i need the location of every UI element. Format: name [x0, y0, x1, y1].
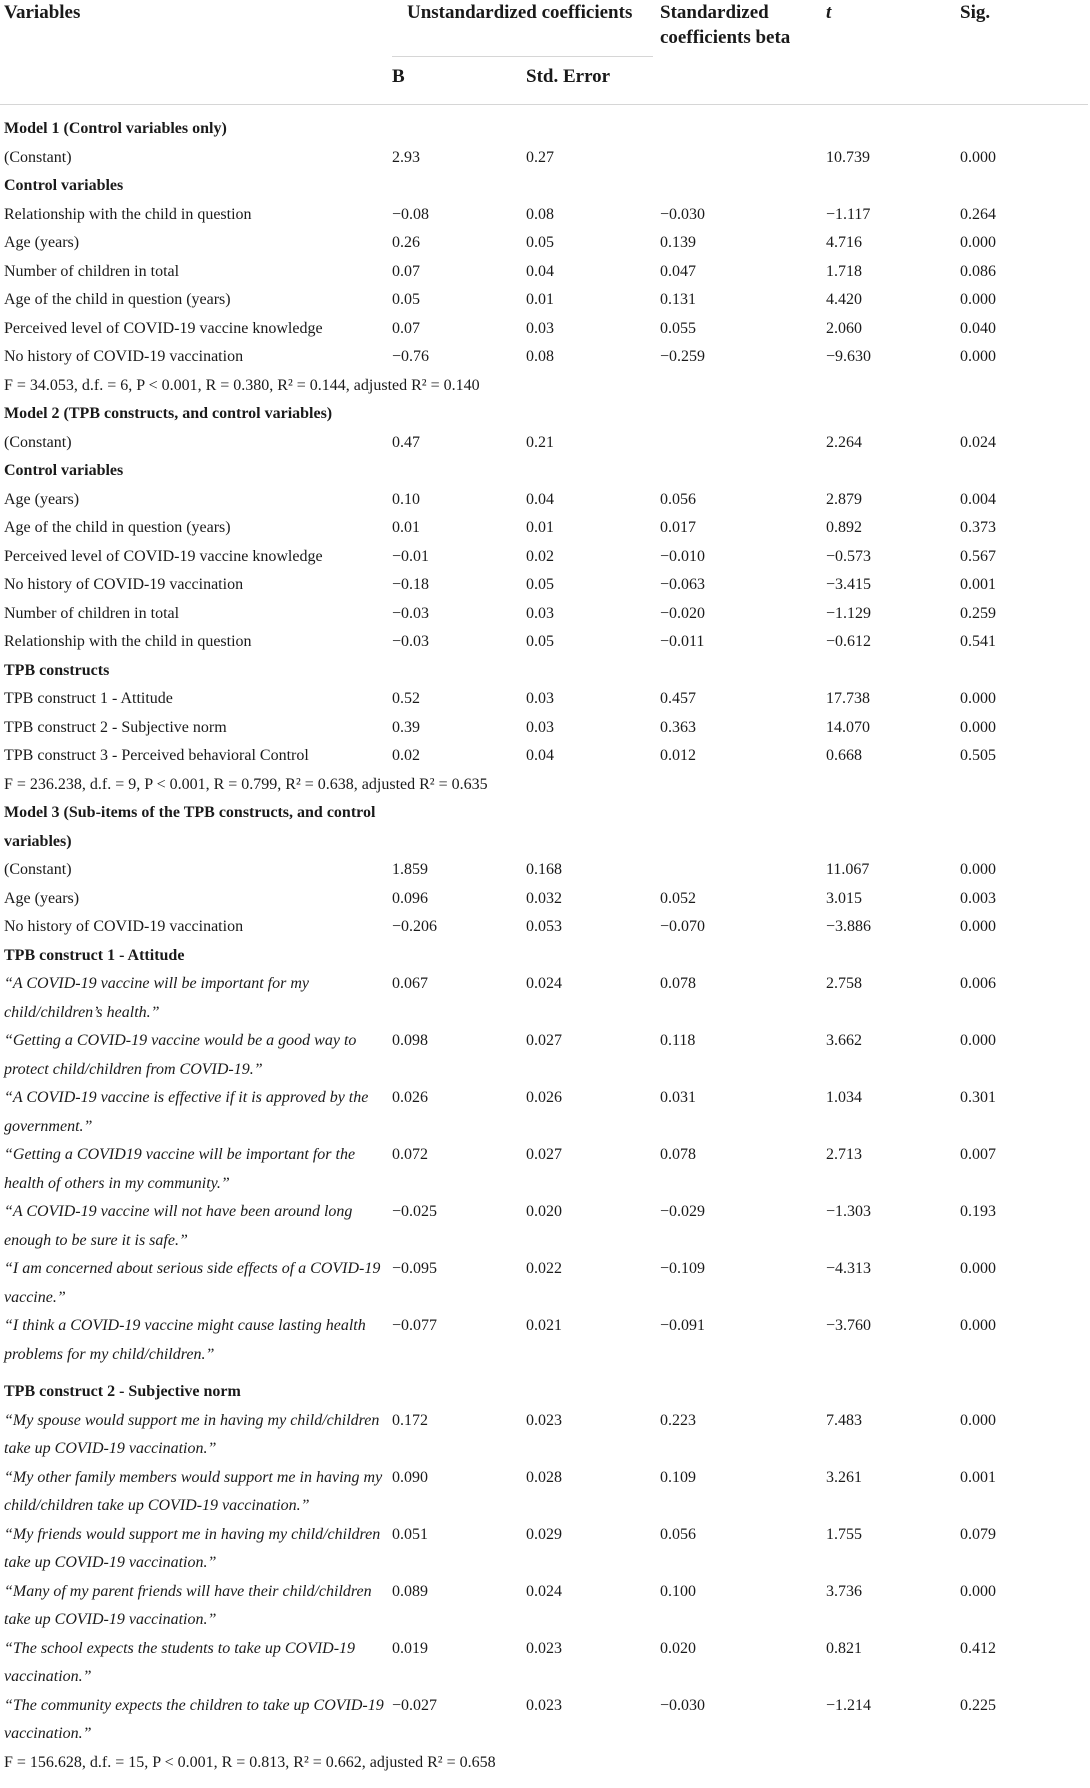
cell-beta: 0.017	[660, 519, 696, 536]
cell-t: 1.755	[826, 1525, 862, 1543]
cell-std-error: 0.026	[526, 1089, 562, 1106]
cell-b: 0.39	[392, 718, 420, 736]
cell-std-error: 0.02	[526, 547, 554, 565]
header-standardized-coefficients-beta: Standardized coefficients beta	[660, 2, 791, 48]
cell-b: −0.095	[392, 1260, 438, 1277]
header-subgroup-rule	[392, 56, 653, 57]
cell-std-error: 0.022	[526, 1260, 562, 1277]
cell-b: 0.089	[392, 1582, 428, 1600]
cell-sig: 0.541	[960, 633, 996, 650]
cell-std-error: 0.023	[526, 1696, 562, 1714]
cell-b: 0.52	[392, 690, 420, 707]
cell-sig: 0.000	[960, 861, 996, 878]
cell-t: 0.892	[826, 519, 862, 536]
cell-t: −3.760	[826, 1317, 872, 1334]
row-label: (Constant)	[4, 148, 72, 166]
cell-t: 4.420	[826, 291, 862, 308]
row-label: TPB construct 2 - Subjective norm	[4, 1383, 241, 1400]
cell-t: 17.738	[826, 690, 870, 707]
cell-sig: 0.003	[960, 889, 996, 907]
cell-b: 0.07	[392, 262, 420, 280]
row-label: “The community expects the children to take up COVID-19 vaccination.”	[4, 1696, 384, 1742]
cell-t: 2.264	[826, 433, 862, 451]
cell-std-error: 0.05	[526, 234, 554, 251]
cell-std-error: 0.027	[526, 1032, 562, 1049]
cell-t: −0.573	[826, 547, 872, 565]
cell-t: 11.067	[826, 861, 870, 878]
cell-t: −3.415	[826, 576, 872, 593]
header-variables: Variables	[4, 2, 81, 23]
row-label: Age (years)	[4, 889, 80, 907]
cell-sig: 0.000	[960, 1260, 996, 1277]
row-label: TPB construct 3 - Perceived behavioral Control	[4, 747, 309, 764]
cell-sig: 0.373	[960, 519, 996, 536]
cell-t: −1.214	[826, 1696, 872, 1714]
cell-beta: 0.109	[660, 1468, 696, 1486]
cell-std-error: 0.01	[526, 519, 554, 536]
cell-t: 4.716	[826, 234, 862, 251]
row-label: Age of the child in question (years)	[4, 291, 231, 308]
cell-sig: 0.000	[960, 1582, 996, 1600]
row-label: Model 1 (Control variables only)	[4, 120, 227, 137]
row-label: Age (years)	[4, 490, 80, 508]
cell-t: 14.070	[826, 718, 870, 736]
header-sig: Sig.	[960, 2, 991, 23]
cell-b: −0.206	[392, 918, 438, 935]
cell-std-error: 0.03	[526, 718, 554, 736]
cell-t: 2.758	[826, 975, 862, 992]
cell-b: 0.090	[392, 1468, 428, 1486]
cell-std-error: 0.029	[526, 1525, 562, 1543]
cell-t: −4.313	[826, 1260, 872, 1277]
cell-sig: 0.000	[960, 1032, 996, 1049]
cell-b: −0.08	[392, 205, 430, 223]
header-unstandardized-coefficients: Unstandardized coefficients	[407, 2, 633, 23]
cell-std-error: 0.03	[526, 319, 554, 337]
cell-b: 0.05	[392, 291, 420, 308]
row-label: Perceived level of COVID-19 vaccine knowledge	[4, 547, 323, 565]
cell-t: 0.668	[826, 747, 862, 764]
cell-std-error: 0.028	[526, 1468, 562, 1486]
cell-beta: 0.131	[660, 291, 696, 308]
cell-std-error: 0.27	[526, 148, 554, 166]
cell-t: 3.736	[826, 1582, 862, 1600]
cell-std-error: 0.03	[526, 604, 554, 622]
cell-beta: 0.118	[660, 1032, 696, 1049]
cell-beta: 0.056	[660, 490, 696, 508]
cell-b: −0.76	[392, 348, 430, 365]
row-label: “Many of my parent friends will have their child/children take up COVID-19 vaccination.”	[4, 1582, 372, 1628]
cell-std-error: 0.053	[526, 918, 562, 935]
cell-b: −0.03	[392, 633, 430, 650]
cell-b: 1.859	[392, 861, 428, 878]
row-label: “The school expects the students to take up COVID-19 vaccination.”	[4, 1639, 356, 1685]
cell-sig: 0.000	[960, 1317, 996, 1334]
cell-t: −1.129	[826, 604, 872, 622]
row-label: “Getting a COVID-19 vaccine would be a good way to protect child/children from COVID-19.”	[4, 1032, 357, 1078]
cell-b: 0.10	[392, 490, 420, 508]
row-label: “A COVID-19 vaccine will be important for my child/children’s health.”	[4, 975, 309, 1021]
cell-beta: −0.030	[660, 205, 706, 223]
cell-sig: 0.086	[960, 262, 996, 280]
cell-beta: 0.223	[660, 1411, 696, 1429]
row-label: Model 3 (Sub-items of the TPB constructs, and control variables)	[4, 804, 376, 850]
cell-t: −1.117	[826, 205, 871, 223]
cell-sig: 0.024	[960, 433, 996, 451]
row-label: Number of children in total	[4, 262, 180, 280]
cell-b: 0.47	[392, 433, 420, 451]
cell-b: 0.098	[392, 1032, 428, 1049]
cell-beta: −0.063	[660, 576, 706, 593]
cell-beta: −0.011	[660, 633, 705, 650]
cell-beta: 0.078	[660, 975, 696, 992]
row-label: Age (years)	[4, 234, 80, 251]
cell-sig: 0.000	[960, 918, 996, 935]
cell-b: 2.93	[392, 148, 420, 166]
cell-sig: 0.000	[960, 234, 996, 251]
header-std-error: Std. Error	[526, 66, 611, 87]
cell-beta: 0.012	[660, 747, 696, 764]
cell-std-error: 0.023	[526, 1411, 562, 1429]
cell-b: 0.02	[392, 747, 420, 764]
cell-b: 0.026	[392, 1089, 428, 1106]
cell-t: 2.879	[826, 490, 862, 508]
header-bottom-rule	[0, 104, 1088, 105]
cell-b: −0.025	[392, 1203, 438, 1220]
cell-std-error: 0.168	[526, 861, 562, 878]
cell-std-error: 0.21	[526, 433, 554, 451]
cell-sig: 0.007	[960, 1146, 996, 1163]
cell-beta: −0.029	[660, 1203, 706, 1220]
row-label: TPB construct 1 - Attitude	[4, 946, 185, 964]
header-t: t	[826, 2, 832, 23]
cell-std-error: 0.024	[526, 975, 562, 992]
cell-std-error: 0.01	[526, 291, 554, 308]
cell-beta: 0.031	[660, 1089, 696, 1106]
cell-t: 3.261	[826, 1468, 862, 1486]
cell-std-error: 0.08	[526, 205, 554, 223]
cell-beta: −0.030	[660, 1696, 706, 1714]
cell-b: 0.26	[392, 234, 420, 251]
row-label: F = 236.238, d.f. = 9, P < 0.001, R = 0.799, R² = 0.638, adjusted R² = 0.635	[4, 775, 488, 793]
cell-sig: 0.000	[960, 718, 996, 736]
cell-b: 0.019	[392, 1639, 428, 1657]
cell-beta: 0.363	[660, 718, 696, 736]
row-label: “My other family members would support me in having my child/children take up COVID-19 vaccination.”	[4, 1468, 383, 1514]
cell-beta: 0.020	[660, 1639, 696, 1657]
cell-b: −0.027	[392, 1696, 438, 1714]
row-label: “I think a COVID-19 vaccine might cause lasting health problems for my child/children.”	[4, 1317, 366, 1363]
cell-sig: 0.004	[960, 490, 996, 508]
row-label: (Constant)	[4, 433, 72, 451]
row-label: “My friends would support me in having my child/children take up COVID-19 vaccination.”	[4, 1525, 381, 1571]
cell-beta: 0.055	[660, 319, 696, 337]
cell-std-error: 0.08	[526, 348, 554, 365]
cell-beta: 0.139	[660, 234, 696, 251]
cell-std-error: 0.024	[526, 1582, 562, 1600]
cell-sig: 0.079	[960, 1525, 996, 1543]
cell-sig: 0.040	[960, 319, 996, 337]
cell-b: 0.067	[392, 975, 428, 992]
cell-std-error: 0.032	[526, 889, 562, 907]
cell-sig: 0.505	[960, 747, 996, 764]
cell-std-error: 0.021	[526, 1317, 562, 1334]
cell-beta: 0.052	[660, 889, 696, 907]
cell-beta: −0.259	[660, 348, 706, 365]
cell-std-error: 0.04	[526, 262, 554, 280]
cell-beta: 0.078	[660, 1146, 696, 1163]
cell-b: −0.077	[392, 1317, 438, 1334]
cell-t: −9.630	[826, 348, 872, 365]
cell-sig: 0.000	[960, 690, 996, 707]
cell-std-error: 0.027	[526, 1146, 562, 1163]
cell-t: 2.713	[826, 1146, 862, 1163]
cell-std-error: 0.04	[526, 747, 554, 764]
cell-t: 3.015	[826, 889, 862, 907]
cell-sig: 0.264	[960, 205, 996, 223]
cell-sig: 0.000	[960, 148, 996, 166]
cell-beta: 0.056	[660, 1525, 696, 1543]
cell-t: 3.662	[826, 1032, 862, 1049]
cell-beta: −0.070	[660, 918, 706, 935]
cell-sig: 0.193	[960, 1203, 996, 1220]
cell-beta: 0.100	[660, 1582, 696, 1600]
cell-b: 0.07	[392, 319, 420, 337]
cell-t: 1.718	[826, 262, 862, 280]
cell-sig: 0.000	[960, 1411, 996, 1429]
cell-t: 7.483	[826, 1411, 862, 1429]
cell-std-error: 0.05	[526, 576, 554, 593]
cell-b: 0.01	[392, 519, 420, 536]
row-label: “I am concerned about serious side effects of a COVID-19 vaccine.”	[4, 1260, 381, 1306]
row-label: “My spouse would support me in having my child/children take up COVID-19 vaccination.”	[4, 1411, 380, 1457]
cell-b: 0.172	[392, 1411, 428, 1429]
cell-t: 1.034	[826, 1089, 862, 1106]
row-label: Control variables	[4, 462, 124, 479]
row-label: Age of the child in question (years)	[4, 519, 231, 536]
cell-beta: −0.020	[660, 604, 706, 622]
cell-b: 0.096	[392, 889, 428, 907]
row-label: “A COVID-19 vaccine will not have been around long enough to be sure it is safe.”	[4, 1203, 353, 1249]
cell-beta: −0.091	[660, 1317, 706, 1334]
cell-b: −0.03	[392, 604, 430, 622]
row-label: Perceived level of COVID-19 vaccine knowledge	[4, 319, 323, 337]
cell-sig: 0.301	[960, 1089, 996, 1106]
cell-sig: 0.225	[960, 1696, 996, 1714]
cell-b: −0.18	[392, 576, 430, 593]
cell-b: −0.01	[392, 547, 430, 565]
row-label: “Getting a COVID19 vaccine will be important for the health of others in my community.”	[4, 1146, 356, 1192]
row-label: F = 34.053, d.f. = 6, P < 0.001, R = 0.380, R² = 0.144, adjusted R² = 0.140	[4, 376, 480, 394]
cell-sig: 0.567	[960, 547, 996, 565]
row-label: No history of COVID-19 vaccination	[4, 918, 244, 935]
cell-b: 0.072	[392, 1146, 428, 1163]
row-label: Relationship with the child in question	[4, 205, 252, 223]
row-label: TPB construct 1 - Attitude	[4, 690, 173, 707]
cell-sig: 0.000	[960, 348, 996, 365]
cell-beta: −0.109	[660, 1260, 706, 1277]
row-label: Number of children in total	[4, 604, 180, 622]
cell-std-error: 0.03	[526, 690, 554, 707]
cell-b: 0.051	[392, 1525, 428, 1543]
cell-t: −3.886	[826, 918, 872, 935]
cell-std-error: 0.04	[526, 490, 554, 508]
cell-sig: 0.001	[960, 1468, 996, 1486]
cell-std-error: 0.023	[526, 1639, 562, 1657]
cell-t: −0.612	[826, 633, 872, 650]
row-label: No history of COVID-19 vaccination	[4, 576, 244, 593]
row-label: Control variables	[4, 177, 124, 194]
row-label: TPB construct 2 - Subjective norm	[4, 718, 227, 736]
cell-beta: 0.047	[660, 262, 696, 280]
row-label: No history of COVID-19 vaccination	[4, 348, 244, 365]
cell-beta: −0.010	[660, 547, 706, 565]
cell-std-error: 0.020	[526, 1203, 562, 1220]
cell-t: 2.060	[826, 319, 862, 337]
cell-t: −1.303	[826, 1203, 872, 1220]
cell-sig: 0.412	[960, 1639, 996, 1657]
row-label: “A COVID-19 vaccine is effective if it is approved by the government.”	[4, 1089, 369, 1135]
row-label: Model 2 (TPB constructs, and control variables)	[4, 405, 333, 422]
row-label: (Constant)	[4, 861, 72, 878]
row-label: Relationship with the child in question	[4, 633, 252, 650]
cell-t: 10.739	[826, 148, 870, 166]
cell-sig: 0.001	[960, 576, 996, 593]
cell-t: 0.821	[826, 1639, 862, 1657]
cell-sig: 0.259	[960, 604, 996, 622]
row-label: F = 156.628, d.f. = 15, P < 0.001, R = 0.813, R² = 0.662, adjusted R² = 0.658	[4, 1753, 496, 1771]
cell-sig: 0.006	[960, 975, 996, 992]
header-b: B	[392, 66, 405, 87]
cell-sig: 0.000	[960, 291, 996, 308]
cell-std-error: 0.05	[526, 633, 554, 650]
cell-beta: 0.457	[660, 690, 696, 707]
row-label: TPB constructs	[4, 661, 110, 679]
